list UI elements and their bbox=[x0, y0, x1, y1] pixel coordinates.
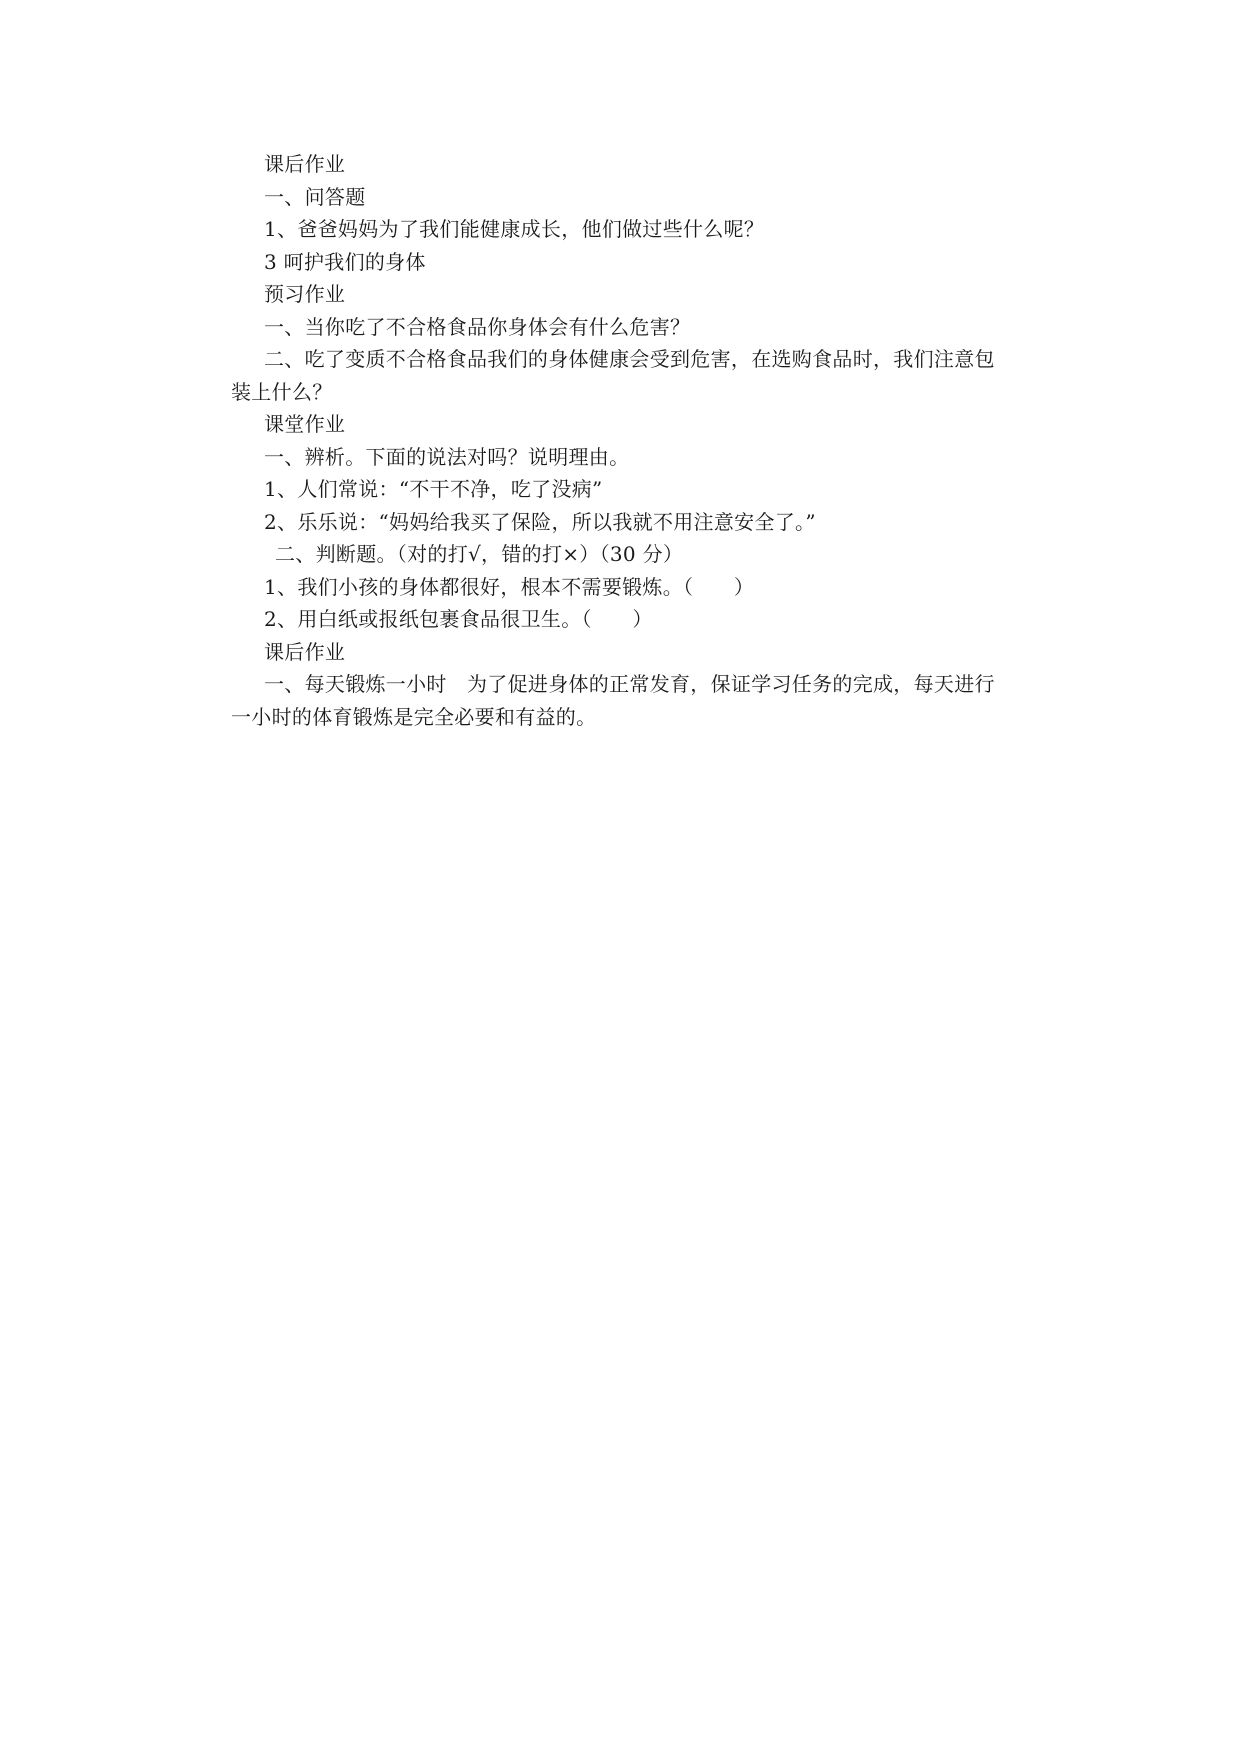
section-heading-classwork: 课堂作业 bbox=[264, 412, 346, 436]
discrimination-heading: 一、辨析。下面的说法对吗？说明理由。 bbox=[264, 444, 630, 469]
judgement-heading: 二、判断题。（对的打√，错的打×）（30 分） bbox=[275, 542, 684, 566]
exercise-paragraph-line1: 一、每天锻炼一小时 为了促进身体的正常发育，保证学习任务的完成，每天进行 bbox=[264, 672, 995, 696]
document-body bbox=[231, 148, 1056, 733]
discrimination-item-1: 1、人们常说：“不干不净，吃了没病” bbox=[264, 477, 603, 501]
section-heading-preview: 预习作业 bbox=[264, 282, 346, 306]
preview-question-2-line2: 装上什么？ bbox=[231, 379, 333, 404]
section-heading-homework-2: 课后作业 bbox=[264, 639, 346, 664]
discrimination-item-2: 2、乐乐说：“妈妈给我买了保险，所以我就不用注意安全了。” bbox=[264, 509, 816, 534]
judgement-item-1: 1、我们小孩的身体都很好，根本不需要锻炼。（ ） bbox=[264, 574, 755, 599]
section-heading-homework: 课后作业 bbox=[264, 152, 346, 176]
preview-question-1: 一、当你吃了不合格食品你身体会有什么危害？ bbox=[264, 314, 691, 339]
exercise-paragraph-line2: 一小时的体育锻炼是完全必要和有益的。 bbox=[231, 704, 597, 729]
preview-question-2 bbox=[231, 343, 1056, 408]
exercise-paragraph bbox=[231, 668, 1056, 733]
preview-question-2-line1: 二、吃了变质不合格食品我们的身体健康会受到危害，在选购食品时，我们注意包 bbox=[264, 347, 995, 371]
question-item: 1、爸爸妈妈为了我们能健康成长，他们做过些什么呢？ bbox=[264, 217, 765, 241]
question-type-heading: 一、问答题 bbox=[264, 184, 366, 209]
lesson-title: 3 呵护我们的身体 bbox=[264, 249, 426, 274]
judgement-item-2: 2、用白纸或报纸包裹食品很卫生。（ ） bbox=[264, 607, 653, 631]
